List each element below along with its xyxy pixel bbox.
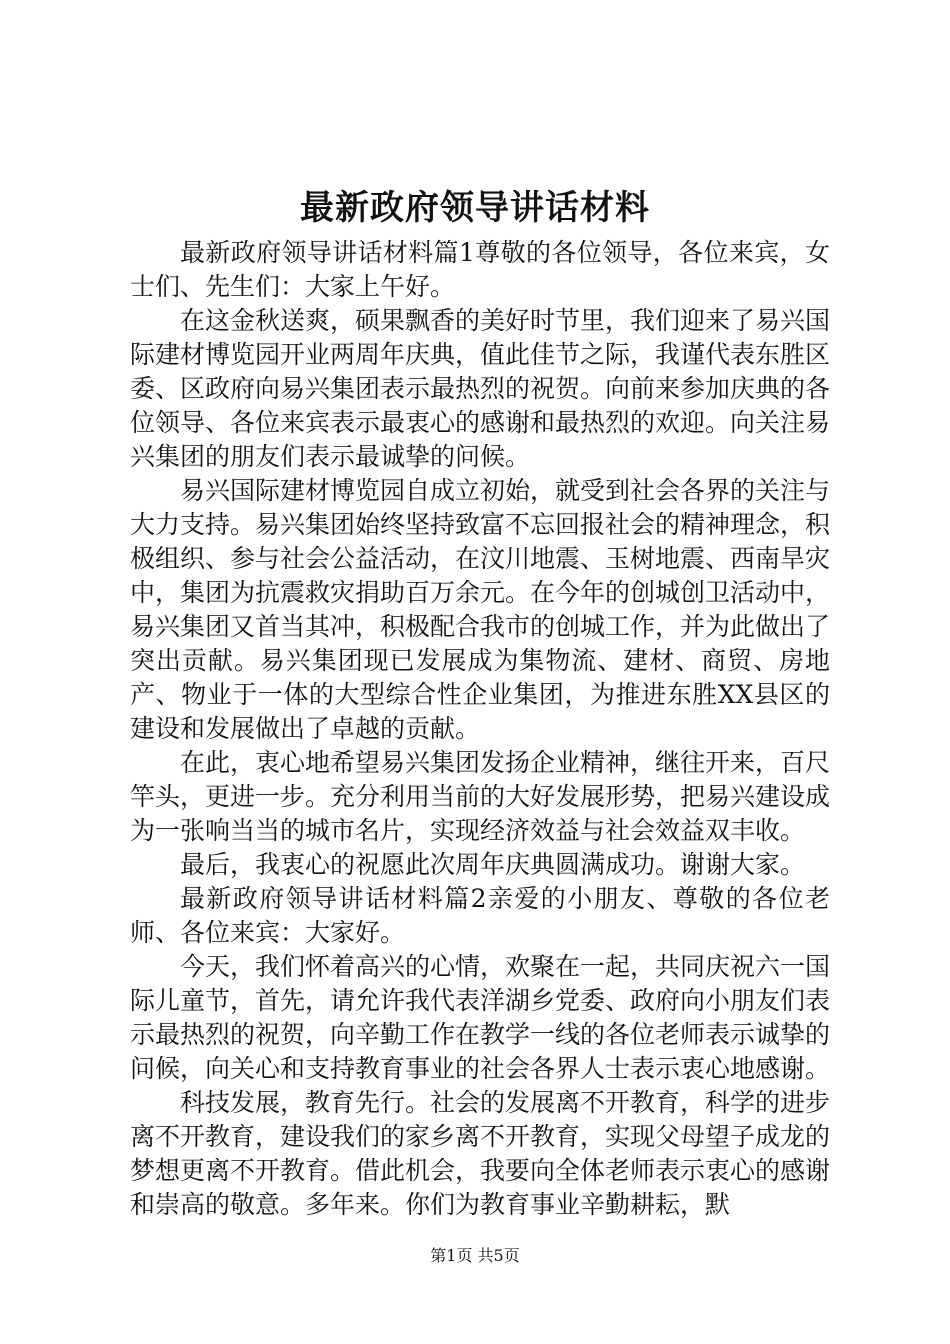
paragraph-3: 易兴国际建材博览园自成立初始，就受到社会各界的关注与大力支持。易兴集团始终坚持致富不忘回报社会的精神理念，积极组织、参与社会公益活动，在汶川地震、玉树地震、西南旱灾中，集团为抗震救灾捐助百万余元。在今年的创城创卫活动中，易兴集团又首当其冲，积极配合我市的创城工作，并为此做出了突出贡献。易兴集团现已发展成为集物流、建材、商贸、房地产、物业于一体的大型综合性企业集团，为推进东胜XX县区的建设和发展做出了卓越的贡献。 [130, 476, 831, 743]
paragraph-5: 最后，我衷心的祝愿此次周年庆典圆满成功。谢谢大家。 [180, 850, 806, 879]
page-footer: 第1页 共5页 [430, 1246, 520, 1265]
document-title: 最新政府领导讲话材料 [300, 188, 650, 228]
paragraph-1: 最新政府领导讲话材料篇1尊敬的各位领导，各位来宾，女士们、先生们：大家上午好。 [130, 238, 830, 301]
paragraph-7: 今天，我们怀着高兴的心情，欢聚在一起，共同庆祝六一国际儿童节，首先，请允许我代表洋湖乡党委、政府向小朋友们表示最热烈的祝贺，向辛勤工作在教学一线的各位老师表示诚挚的问候，向关心和支持教育事业的社会各界人士表示衷心地感谢。 [130, 952, 831, 1083]
paragraph-6: 最新政府领导讲话材料篇2亲爱的小朋友、尊敬的各位老师、各位来宾：大家好。 [130, 884, 830, 947]
document-body [130, 236, 830, 1222]
paragraph-8: 科技发展，教育先行。社会的发展离不开教育，科学的进步离不开教育，建设我们的家乡离不开教育，实现父母望子成龙的梦想更离不开教育。借此机会，我要向全体老师表示衷心的感谢和崇高的敬意。多年来。你们为教育事业辛勤耕耘，默 [130, 1088, 831, 1219]
paragraph-4: 在此，衷心地希望易兴集团发扬企业精神，继往开来，百尺竿头，更进一步。充分利用当前的大好发展形势，把易兴建设成为一张响当当的城市名片，实现经济效益与社会效益双丰收。 [130, 748, 831, 845]
paragraph-2: 在这金秋送爽，硕果飘香的美好时节里，我们迎来了易兴国际建材博览园开业两周年庆典，值此佳节之际，我谨代表东胜区委、区政府向易兴集团表示最热烈的祝贺。向前来参加庆典的各位领导、各位来宾表示最衷心的感谢和最热烈的欢迎。向关注易兴集团的朋友们表示最诚挚的问候。 [130, 306, 831, 471]
